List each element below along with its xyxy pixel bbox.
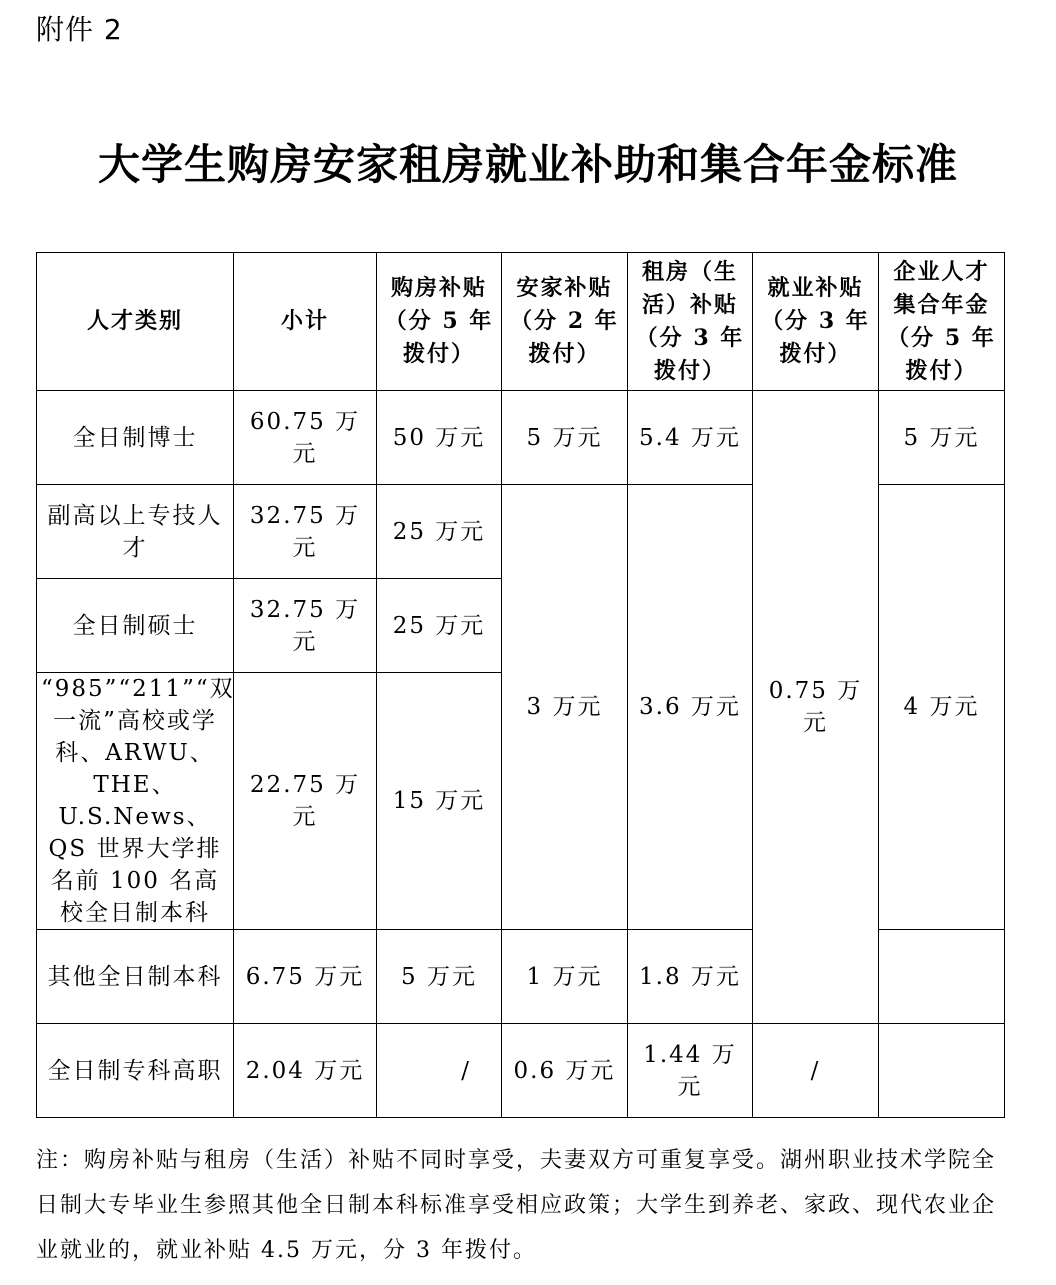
header-annuity: 企业人才集合年金（分 5 年拨付） (879, 253, 1005, 391)
footnote: 注：购房补贴与租房（生活）补贴不同时享受，夫妻双方可重复享受。湖州职业技术学院全日制大专毕业生参照其他全日制本科标准享受相应政策；大学生到养老、家政、现代农业企业就业的，就业补贴 4.5 万元，分 3 年拨付。 (36, 1148, 997, 1263)
cell-annuity (879, 1024, 1005, 1118)
cell-annuity (879, 930, 1005, 1024)
cell-subtotal: 2.04 万元 (234, 1024, 377, 1118)
table-row (37, 1024, 1005, 1118)
cell-category: 副高以上专技人才 (37, 485, 234, 579)
cell-subtotal: 32.75 万元 (234, 485, 377, 579)
cell-housing: 25 万元 (377, 579, 502, 673)
cell-category: 全日制博士 (37, 391, 234, 485)
cell-housing: 50 万元 (377, 391, 502, 485)
cell-employ-merged: 0.75 万元 (753, 391, 879, 1024)
table-header-row (37, 253, 1005, 391)
cell-annuity: 5 万元 (879, 391, 1005, 485)
cell-housing: / (377, 1024, 502, 1118)
header-subtotal: 小计 (234, 253, 377, 391)
cell-category: 其他全日制本科 (37, 930, 234, 1024)
cell-housing: 5 万元 (377, 930, 502, 1024)
cell-rent: 1.44 万元 (628, 1024, 753, 1118)
cell-category: 全日制硕士 (37, 579, 234, 673)
cell-annuity-merged: 4 万元 (879, 485, 1005, 930)
header-housing: 购房补贴（分 5 年拨付） (377, 253, 502, 391)
cell-rent: 1.8 万元 (628, 930, 753, 1024)
cell-subtotal: 6.75 万元 (234, 930, 377, 1024)
header-rent: 租房（生活）补贴（分 3 年拨付） (628, 253, 753, 391)
cell-housing: 15 万元 (377, 673, 502, 930)
cell-subtotal: 32.75 万元 (234, 579, 377, 673)
header-category: 人才类别 (37, 253, 234, 391)
cell-rent: 5.4 万元 (628, 391, 753, 485)
cell-settle: 5 万元 (502, 391, 628, 485)
cell-category: 全日制专科高职 (37, 1024, 234, 1118)
header-employ: 就业补贴（分 3 年拨付） (753, 253, 879, 391)
attachment-label: 附件 2 (36, 13, 123, 46)
cell-settle-merged: 3 万元 (502, 485, 628, 930)
cell-employ: / (753, 1024, 879, 1118)
cell-settle: 0.6 万元 (502, 1024, 628, 1118)
cell-housing: 25 万元 (377, 485, 502, 579)
header-settle: 安家补贴（分 2 年拨付） (502, 253, 628, 391)
cell-category: “985”“211”“双一流”高校或学科、ARWU、THE、U.S.News、QS 世界大学排名前 100 名高校全日制本科 (37, 673, 234, 930)
cell-subtotal: 22.75 万元 (234, 673, 377, 930)
cell-settle: 1 万元 (502, 930, 628, 1024)
page-title: 大学生购房安家租房就业补助和集合年金标准 (97, 140, 958, 189)
table-row (37, 391, 1005, 485)
cell-rent-merged: 3.6 万元 (628, 485, 753, 930)
subsidy-table (36, 252, 1005, 1118)
cell-subtotal: 60.75 万元 (234, 391, 377, 485)
